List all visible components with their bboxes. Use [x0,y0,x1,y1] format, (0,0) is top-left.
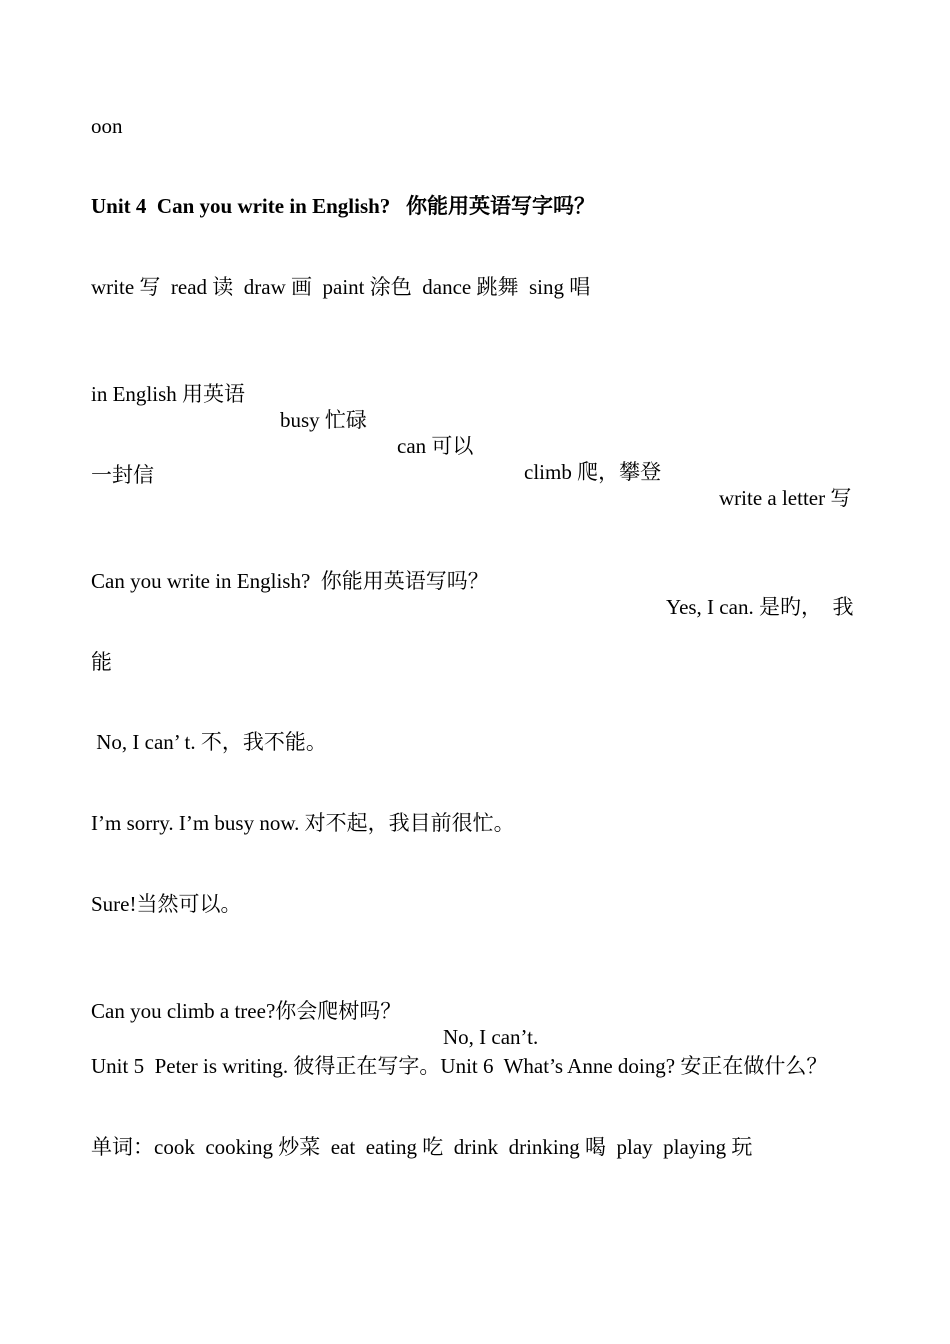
climb-tree-answer: No, I can’t. [443,1025,539,1049]
question-line [0,542,950,646]
climb-tree-question: Can you climb a tree?你会爬树吗？ [91,999,402,1023]
sure-line: Sure!当然可以。 [91,892,242,916]
vocab-line-1: write 写 read 读 draw 画 paint 涂色 dance 跳舞 sing 唱 [91,275,591,299]
words-line: 单词：cook cooking 炒菜 eat eating 吃 drink drinking 喝 play playing 玩 [91,1135,753,1159]
vocab-line-2 [0,355,950,537]
vocab-busy: busy 忙碌 [280,408,367,432]
unit5-unit6-line: Unit 5 Peter is writing. 彼得正在写字。Unit 6 What’s Anne doing? 安正在做什么？ [91,1054,828,1078]
answer-no: No, I can’ t. 不，我不能。 [91,730,327,754]
question-line-continued: 能 [91,650,112,674]
unit4-heading: Unit 4 Can you write in English? 你能用英语写字吗？ [91,194,596,218]
answer-yes: Yes, I can. 是旳， 我 [666,595,854,619]
vocab-line-2-continued: 一封信 [91,463,154,487]
vocab-can: can 可以 [397,434,474,458]
vocab-climb: climb 爬，攀登 [524,460,662,484]
text-line-oon: oon [91,114,123,138]
sorry-line: I’m sorry. I’m busy now. 对不起，我目前很忙。 [91,811,515,835]
vocab-write-letter: write a letter 写 [719,486,852,510]
question-write-english: Can you write in English? 你能用英语写吗？ [91,569,489,593]
vocab-in-english: in English 用英语 [91,382,246,406]
